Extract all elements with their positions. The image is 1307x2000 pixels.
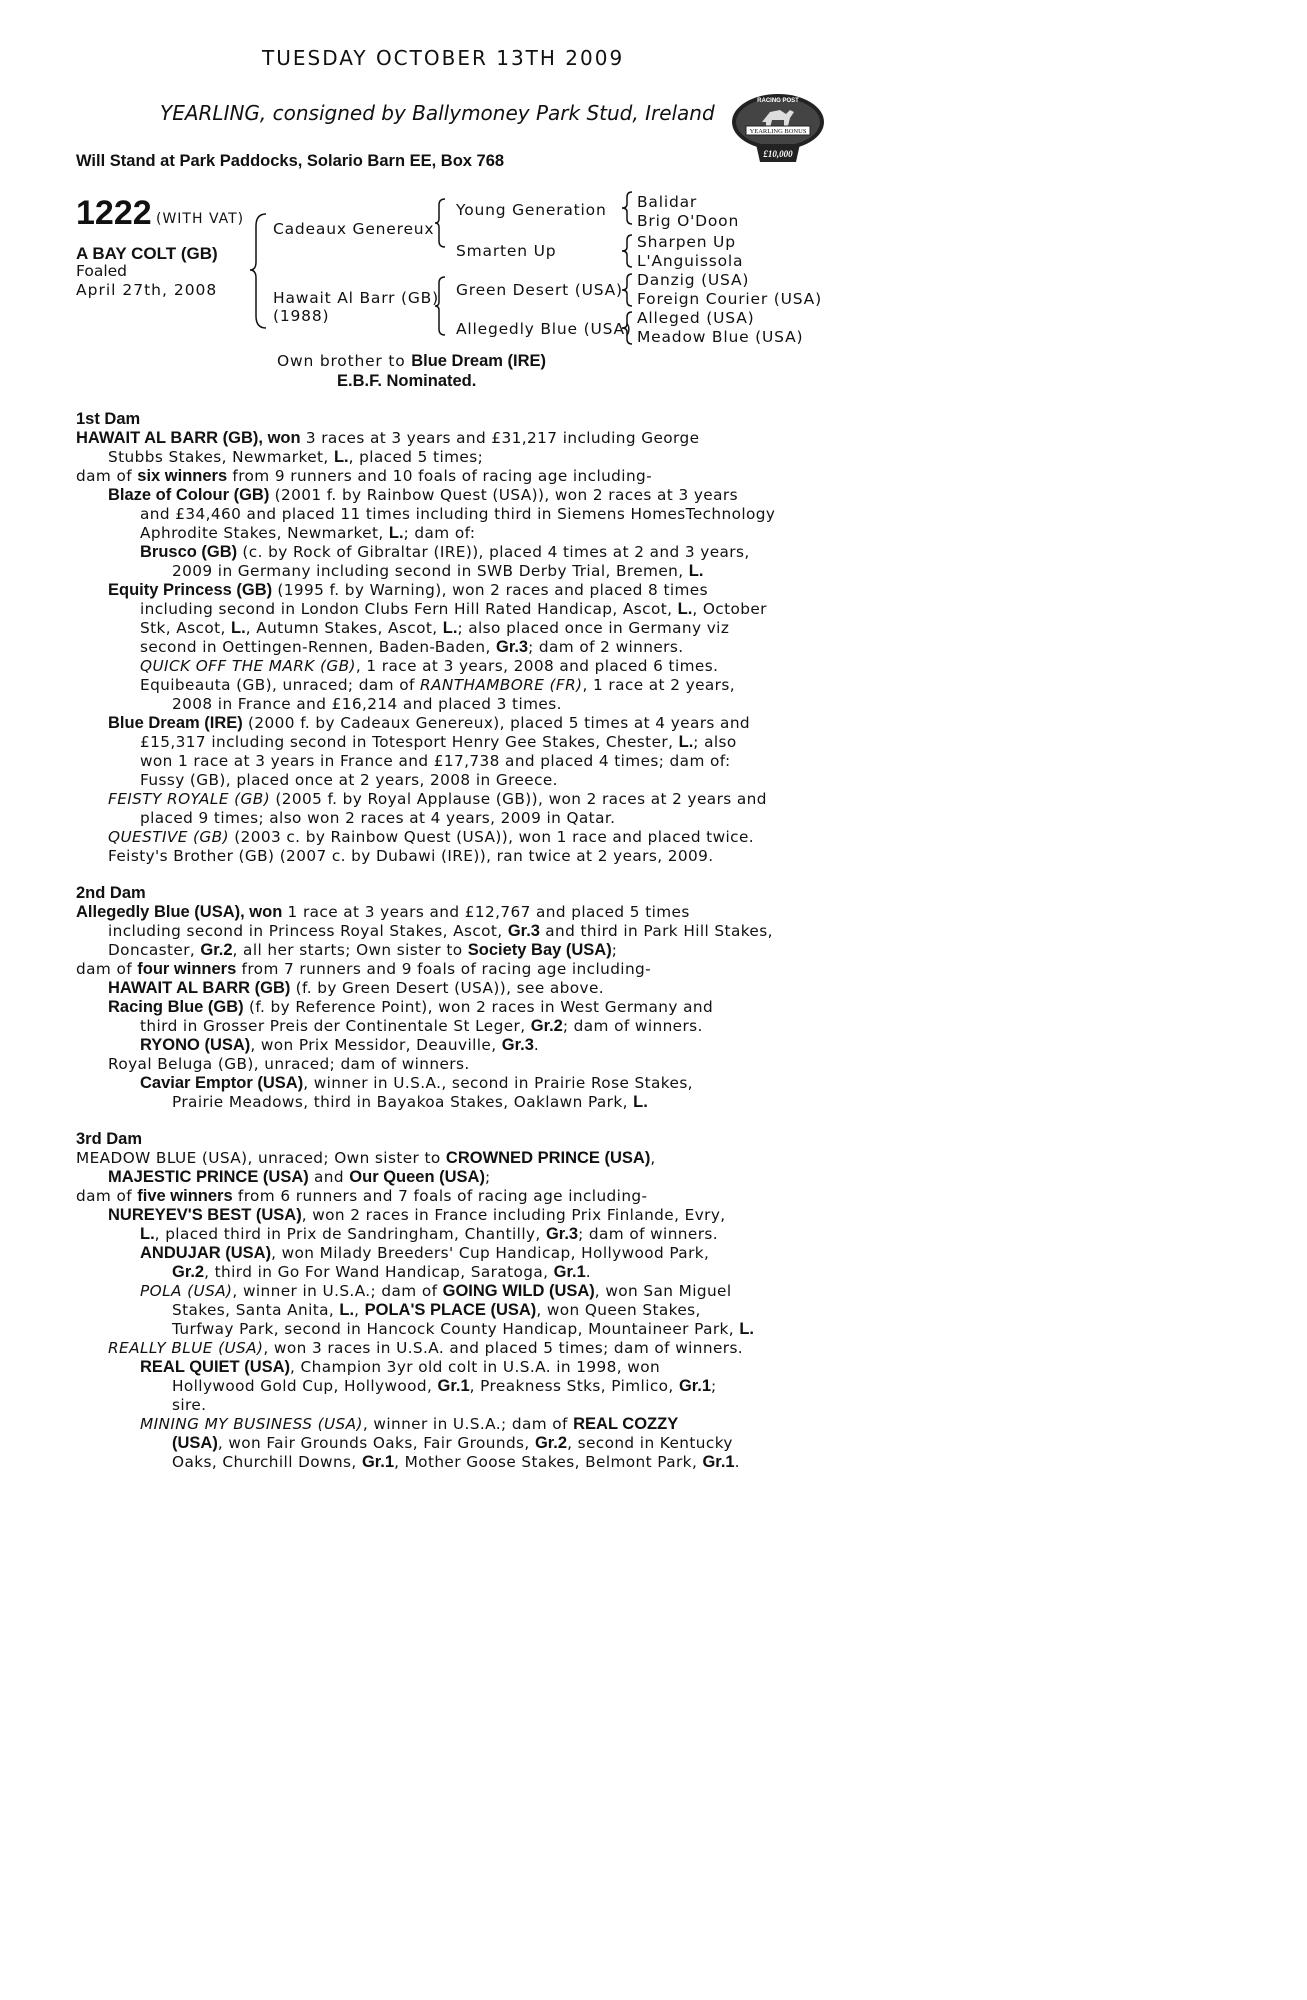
first-dam-line: second in Oettingen-Rennen, Baden-Baden, Gr.3; dam of 2 winners. — [140, 638, 684, 656]
third-dam-line: MAJESTIC PRINCE (USA) and Our Queen (USA); — [108, 1168, 491, 1186]
first-dam-line: Equity Princess (GB) (1995 f. by Warning), won 2 races and placed 8 times — [108, 581, 708, 599]
first-dam-line: dam of six winners from 9 runners and 10 foals of racing age including- — [76, 467, 653, 485]
third-dam-line: Gr.2, third in Go For Wand Handicap, Saratoga, Gr.1. — [172, 1263, 592, 1281]
third-dam-line: NUREYEV'S BEST (USA), won 2 races in France including Prix Finlande, Evry, — [108, 1206, 726, 1224]
pedigree-brace-main — [250, 212, 270, 330]
third-dam-line: dam of five winners from 6 runners and 7 foals of racing age including- — [76, 1187, 648, 1205]
pedigree-dsd: Foreign Courier (USA) — [637, 290, 822, 308]
first-dam-line: HAWAIT AL BARR (GB), won 3 races at 3 years and £31,217 including George — [76, 429, 700, 447]
third-dam-line: Stakes, Santa Anita, L., POLA'S PLACE (USA), won Queen Stakes, — [172, 1301, 701, 1319]
lot-number: 1222 — [76, 194, 152, 232]
third-dam-line: POLA (USA), winner in U.S.A.; dam of GOING WILD (USA), won San Miguel — [140, 1282, 732, 1300]
pedigree-dam-sire: Green Desert (USA) — [456, 281, 623, 299]
first-dam-line: and £34,460 and placed 11 times including third in Siemens HomesTechnology — [140, 505, 776, 523]
pedigree-brace-sd — [620, 233, 634, 269]
second-dam-line: third in Grosser Preis der Continentale St Leger, Gr.2; dam of winners. — [140, 1017, 703, 1035]
second-dam-line: Doncaster, Gr.2, all her starts; Own sister to Society Bay (USA); — [108, 941, 618, 959]
second-dam-line: HAWAIT AL BARR (GB) (f. by Green Desert (USA)), see above. — [108, 979, 605, 997]
second-dam-line: Racing Blue (GB) (f. by Reference Point), won 2 races in West Germany and — [108, 998, 714, 1016]
third-dam-line: ANDUJAR (USA), won Milady Breeders' Cup Handicap, Hollywood Park, — [140, 1244, 710, 1262]
first-dam-line: Equibeauta (GB), unraced; dam of RANTHAMBORE (FR), 1 race at 2 years, — [140, 676, 735, 694]
foaled-date: April 27th, 2008 — [76, 281, 218, 299]
pedigree-dam-year: (1988) — [273, 307, 330, 325]
pedigree-sss: Balidar — [637, 193, 698, 211]
pedigree-dss: Danzig (USA) — [637, 271, 750, 289]
first-dam-line: Blue Dream (IRE) (2000 f. by Cadeaux Genereux), placed 5 times at 4 years and — [108, 714, 751, 732]
third-dam-line: MEADOW BLUE (USA), unraced; Own sister to CROWNED PRINCE (USA), — [76, 1149, 656, 1167]
first-dam-line: placed 9 times; also won 2 races at 4 years, 2009 in Qatar. — [140, 809, 616, 827]
yearling-bonus-badge — [728, 92, 828, 166]
pedigree-dam-dam: Allegedly Blue (USA) — [456, 320, 632, 338]
pedigree-brace-ss — [620, 190, 634, 226]
stand-location: Will Stand at Park Paddocks, Solario Barn EE, Box 768 — [76, 152, 505, 170]
badge-top-text: RACING POST — [757, 98, 799, 104]
pedigree-sire-dam: Smarten Up — [456, 242, 557, 260]
third-dam-line: REAL QUIET (USA), Champion 3yr old colt in U.S.A. in 1998, won — [140, 1358, 661, 1376]
pedigree-ssd: Brig O'Doon — [637, 212, 740, 230]
second-dam-line: RYONO (USA), won Prix Messidor, Deauville, Gr.3. — [140, 1036, 540, 1054]
first-dam-line: 2009 in Germany including second in SWB Derby Trial, Bremen, L. — [172, 562, 704, 580]
consignment-line: YEARLING, consigned by Ballymoney Park Stud, Ireland — [160, 101, 715, 125]
first-dam-line: including second in London Clubs Fern Hill Rated Handicap, Ascot, L., October — [140, 600, 767, 618]
third-dam-line: MINING MY BUSINESS (USA), winner in U.S.A.; dam of REAL COZZY — [140, 1415, 679, 1433]
first-dam-line: Stk, Ascot, L., Autumn Stakes, Ascot, L.; also placed once in Germany viz — [140, 619, 730, 637]
first-dam-line: won 1 race at 3 years in France and £17,738 and placed 4 times; dam of: — [140, 752, 731, 770]
second-dam-line: dam of four winners from 7 runners and 9 foals of racing age including- — [76, 960, 652, 978]
third-dam-line: REALLY BLUE (USA), won 3 races in U.S.A. and placed 5 times; dam of winners. — [108, 1339, 744, 1357]
pedigree-dds: Alleged (USA) — [637, 309, 755, 327]
first-dam-line: Blaze of Colour (GB) (2001 f. by Rainbow Quest (USA)), won 2 races at 3 years — [108, 486, 738, 504]
foaled-label: Foaled — [76, 262, 128, 280]
pedigree-ddd: Meadow Blue (USA) — [637, 328, 804, 346]
ebf-note: E.B.F. Nominated. — [337, 372, 477, 390]
second-dam-line: Royal Beluga (GB), unraced; dam of winners. — [108, 1055, 470, 1073]
second-dam-line: Allegedly Blue (USA), won 1 race at 3 years and £12,767 and placed 5 times — [76, 903, 690, 921]
first-dam-heading: 1st Dam — [76, 410, 141, 428]
second-dam-line: Prairie Meadows, third in Bayakoa Stakes, Oaklawn Park, L. — [172, 1093, 648, 1111]
third-dam-line: Hollywood Gold Cup, Hollywood, Gr.1, Preakness Stks, Pimlico, Gr.1; — [172, 1377, 717, 1395]
first-dam-line: Brusco (GB) (c. by Rock of Gibraltar (IRE)), placed 4 times at 2 and 3 years, — [140, 543, 750, 561]
pedigree-dam: Hawait Al Barr (GB) — [273, 289, 439, 307]
first-dam-line: Feisty's Brother (GB) (2007 c. by Dubawi (IRE)), ran twice at 2 years, 2009. — [108, 847, 714, 865]
first-dam-line: Fussy (GB), placed once at 2 years, 2008 in Greece. — [140, 771, 558, 789]
second-dam-heading: 2nd Dam — [76, 884, 146, 902]
first-dam-line: FEISTY ROYALE (GB) (2005 f. by Royal Applause (GB)), won 2 races at 2 years and — [108, 790, 767, 808]
first-dam-line: QUESTIVE (GB) (2003 c. by Rainbow Quest (USA)), won 1 race and placed twice. — [108, 828, 755, 846]
first-dam-line: Aphrodite Stakes, Newmarket, L.; dam of: — [140, 524, 476, 542]
pedigree-sire-sire: Young Generation — [456, 201, 607, 219]
pedigree-sds: Sharpen Up — [637, 233, 736, 251]
badge-middle-text: YEARLING BONUS — [749, 128, 807, 135]
vat-note: (WITH VAT) — [156, 211, 245, 227]
sale-date: TUESDAY OCTOBER 13TH 2009 — [262, 46, 625, 70]
third-dam-heading: 3rd Dam — [76, 1130, 143, 1148]
third-dam-line: Oaks, Churchill Downs, Gr.1, Mother Goose Stakes, Belmont Park, Gr.1. — [172, 1453, 740, 1471]
pedigree-brace-sire — [433, 197, 447, 249]
badge-bottom-text: £10,000 — [763, 149, 793, 159]
first-dam-line: £15,317 including second in Totesport Henry Gee Stakes, Chester, L.; also — [140, 733, 737, 751]
third-dam-line: L., placed third in Prix de Sandringham, Chantilly, Gr.3; dam of winners. — [140, 1225, 719, 1243]
pedigree-sire: Cadeaux Genereux — [273, 220, 435, 238]
first-dam-line: QUICK OFF THE MARK (GB), 1 race at 3 years, 2008 and placed 6 times. — [140, 657, 719, 675]
third-dam-line: sire. — [172, 1396, 207, 1414]
first-dam-line: Stubbs Stakes, Newmarket, L., placed 5 times; — [108, 448, 484, 466]
own-brother-note: Own brother to Blue Dream (IRE) — [277, 352, 546, 370]
second-dam-line: Caviar Emptor (USA), winner in U.S.A., second in Prairie Rose Stakes, — [140, 1074, 693, 1092]
pedigree-sdd: L'Anguissola — [637, 252, 744, 270]
third-dam-line: (USA), won Fair Grounds Oaks, Fair Grounds, Gr.2, second in Kentucky — [172, 1434, 733, 1452]
third-dam-line: Turfway Park, second in Hancock County Handicap, Mountaineer Park, L. — [172, 1320, 754, 1338]
horse-name: A BAY COLT (GB) — [76, 244, 218, 263]
first-dam-line: 2008 in France and £16,214 and placed 3 times. — [172, 695, 562, 713]
second-dam-line: including second in Princess Royal Stakes, Ascot, Gr.3 and third in Park Hill Stakes, — [108, 922, 773, 940]
